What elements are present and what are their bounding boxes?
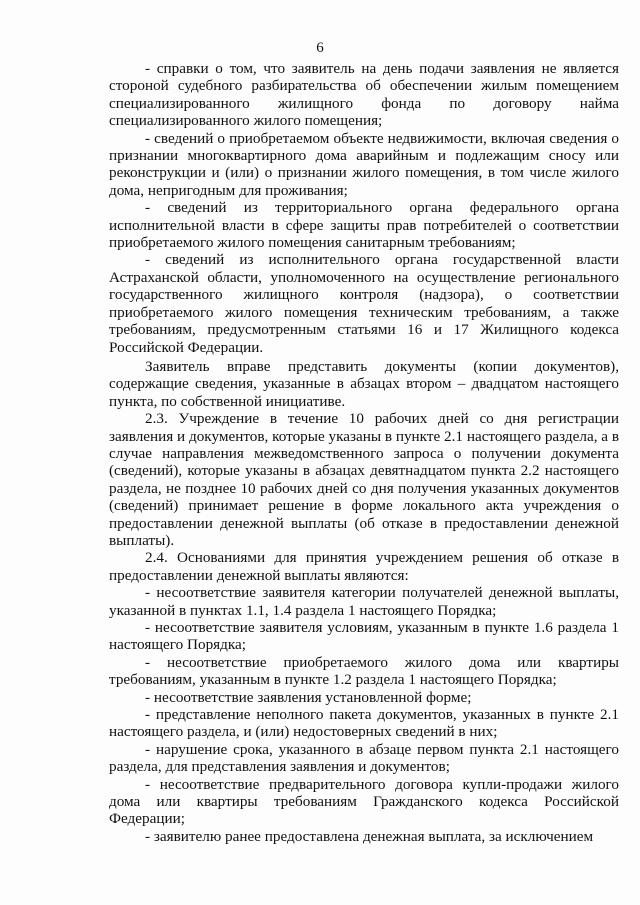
paragraph-9: - несоответствие заявителя условиям, указанным в пункте 1.6 раздела 1 настоящего Порядка; [109,619,619,654]
page-number: 6 [316,40,324,56]
paragraph-11: - несоответствие заявления установленной форме; [145,688,472,706]
paragraph-4: - сведений из исполнительного органа государственной власти Астраханской области, уполномоченного на осуществление регионального государственного жилищного контроля (надзора), о соответствии приобретаемого жилого помещения техническим требованиям, а также требованиям, предусмотренным статьями 16 и 17 Жилищного кодекса Российской Федерации. [109,251,619,356]
paragraph-6: 2.3. Учреждение в течение 10 рабочих дней со дня регистрации заявления и документов, которые указаны в пункте 2.1 настоящего раздела, а в случае направления межведомственного запроса о получении документа (сведений), которые указаны в абзацах девятнадцатом пункта 2.2 настоящего раздела, не позднее 10 рабочих дней со дня получения указанных документов (сведений) принимает решение в форме локального акта учреждения о предоставлении денежной выплаты (об отказе в предоставлении денежной выплаты). [109,410,619,549]
paragraph-1: - справки о том, что заявитель на день подачи заявления не является стороной судебного разбирательства об обеспечении жилым помещением специализированного жилищного фонда по договору найма специализированного жилого помещения; [109,60,619,130]
paragraph-2: - сведений о приобретаемом объекте недвижимости, включая сведения о признании многоквартирного дома аварийным и подлежащим сносу или реконструкции и (или) о признании жилого помещения, в том числе жилого дома, непригодным для проживания; [109,129,619,199]
paragraph-10: - несоответствие приобретаемого жилого дома или квартиры требованиям, указанным в пункте 1.2 раздела 1 настоящего Порядка; [109,653,619,689]
paragraph-8: - несоответствие заявителя категории получателей денежной выплаты, указанной в пунктах 1.1, 1.4 раздела 1 настоящего Порядка; [109,584,619,619]
paragraph-3: - сведений из территориального органа федерального органа исполнительной власти в сфере защиты прав потребителей о соответствии приобретаемого жилого помещения санитарным требованиям; [109,199,619,252]
paragraph-12: - представление неполного пакета документов, указанных в пункте 2.1 настоящего раздела, и (или) недостоверных сведений в них; [109,706,619,741]
paragraph-7: 2.4. Основаниями для принятия учреждением решения об отказе в предоставлении денежной выплаты являются: [109,549,619,584]
paragraph-15: - заявителю ранее предоставлена денежная выплата, за исключением [145,827,594,845]
paragraph-14: - несоответствие предварительного договора купли-продажи жилого дома или квартиры требованиям Гражданского кодекса Российской Федерации; [109,775,619,828]
document-body [109,60,619,845]
paragraph-13: - нарушение срока, указанного в абзаце первом пункта 2.1 настоящего раздела, для представления заявления и документов; [109,740,619,776]
paragraph-5: Заявитель вправе представить документы (копии документов), содержащие сведения, указанные в абзацах втором – двадцатом настоящего пункта, по собственной инициативе. [109,357,619,410]
